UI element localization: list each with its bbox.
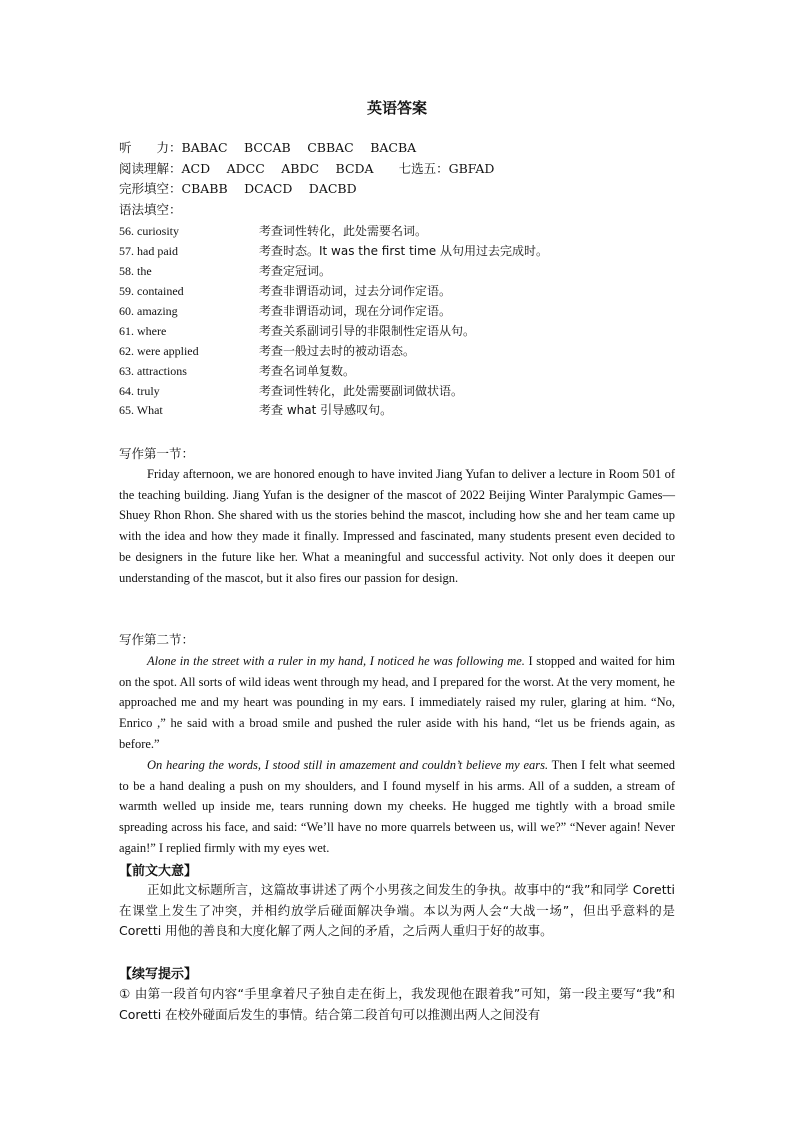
item-number: 64. truly bbox=[119, 384, 160, 398]
cloze-line bbox=[119, 181, 357, 197]
item-number: 61. where bbox=[119, 324, 167, 338]
item-desc: 考查 what 引导感叹句。 bbox=[259, 403, 393, 417]
item-number: 58. the bbox=[119, 264, 152, 278]
grammar-item bbox=[119, 402, 392, 418]
seven-label: 七选五： bbox=[373, 161, 449, 176]
grammar-item bbox=[119, 343, 415, 359]
item-desc: 考查定冠词。 bbox=[259, 264, 332, 278]
item-desc: 考查时态。It was the first time 从句用过去完成时。 bbox=[259, 244, 548, 258]
grammar-item bbox=[119, 363, 355, 379]
writing1-label: 写作第一节： bbox=[119, 446, 195, 461]
paragraph-body: I stopped and waited for him on the spot. All sorts of wild ideas went through my head, and I prepared for the worst. At the very moment, he approached me and my heart was pounding in my ears. I immediately raised my ruler, glaring at him. “No, Enrico ,” he said with a broad smile and pushed the ruler aside with his hand, “let us be friends again, as before.” bbox=[119, 654, 675, 751]
item-number: 57. had paid bbox=[119, 244, 178, 258]
listening-line bbox=[119, 140, 416, 156]
item-desc: 考查关系副词引导的非限制性定语从句。 bbox=[259, 324, 476, 338]
hints-text: ① 由第一段首句内容“手里拿着尺子独自走在街上，我发现他在跟着我”可知，第一段主要写“我”和 Coretti 在校外碰面后发生的事情。结合第二段首句可以推测出两人之间没有 bbox=[119, 986, 675, 1022]
item-desc: 考查词性转化，此处需要名词。 bbox=[259, 224, 428, 238]
cloze-answers: CBABB DCACD DACBD bbox=[181, 181, 357, 196]
page-title: 英语答案 bbox=[366, 99, 427, 117]
grammar-item bbox=[119, 383, 463, 399]
grammar-item bbox=[119, 303, 451, 319]
hints-heading: 【续写提示】 bbox=[119, 967, 198, 982]
item-number: 60. amazing bbox=[119, 304, 178, 318]
seven-answers: GBFAD bbox=[448, 161, 495, 176]
writing2-paragraph-1 bbox=[119, 651, 675, 755]
grammar-item bbox=[119, 243, 548, 259]
listening-answers: BABAC BCCAB CBBAC BACBA bbox=[181, 140, 417, 155]
item-number: 63. attractions bbox=[119, 364, 187, 378]
paragraph-body: Then I felt what seemed to be a hand dealing a push on my shoulders, and I found myself in his arms. All of a sudden, a stream of warmth welled up inside me, tears running down my cheeks. He hugged me tightly with a broad smile spreading across his face, and said: “We’ll have no more quarrels between us, will we?” “Never again! Never again!” I replied firmly with my eyes wet. bbox=[119, 758, 675, 855]
grammar-item bbox=[119, 263, 331, 279]
grammar-label: 语法填空： bbox=[119, 202, 182, 217]
grammar-item bbox=[119, 283, 451, 299]
grammar-item bbox=[119, 323, 475, 339]
item-desc: 考查词性转化，此处需要副词做状语。 bbox=[259, 384, 464, 398]
writing2-paragraph-2 bbox=[119, 755, 675, 859]
item-number: 59. contained bbox=[119, 284, 184, 298]
reading-line bbox=[119, 161, 494, 177]
writing2-label: 写作第二节： bbox=[119, 632, 195, 647]
reading-answers: ACD ADCC ABDC BCDA bbox=[181, 161, 374, 176]
summary-text: 正如此文标题所言，这篇故事讲述了两个小男孩之间发生的争执。故事中的“我”和同学 Coretti 在课堂上发生了冲突，并相约放学后碰面解决争端。本以为两人会“大战一场”，但出乎意料的是 Coretti 用他的善良和大度化解了两人之间的矛盾，之后两人重归于好的故事。 bbox=[119, 882, 675, 939]
cloze-label: 完形填空： bbox=[119, 181, 182, 196]
item-desc: 考查非谓语动词，现在分词作定语。 bbox=[259, 304, 452, 318]
item-number: 56. curiosity bbox=[119, 224, 179, 238]
listening-label: 听 力： bbox=[119, 140, 182, 155]
opening-sentence: On hearing the words, I stood still in amazement and couldn’t believe my ears. bbox=[147, 758, 549, 772]
writing1-text: Friday afternoon, we are honored enough to have invited Jiang Yufan to deliver a lecture in Room 501 of the teaching building. Jiang Yufan is the designer of the mascot of 2022 Beijing Winter Paralympic Games—Shuey Rhon Rhon. She shared with us the stories behind the mascot, including how she and her team came up with the idea and how they made it finally. Impressed and fascinated, many students present even decided to be designers in the future like her. What a meaningful and successful activity. Not only does it deepen our understanding of the mascot, but it also fires our passion for design. bbox=[119, 467, 675, 585]
item-number: 62. were applied bbox=[119, 344, 199, 358]
opening-sentence: Alone in the street with a ruler in my hand, I noticed he was following me. bbox=[147, 654, 525, 668]
item-desc: 考查名词单复数。 bbox=[259, 364, 356, 378]
item-number: 65. What bbox=[119, 403, 163, 417]
grammar-item bbox=[119, 223, 427, 239]
reading-label: 阅读理解： bbox=[119, 161, 182, 176]
summary-heading: 【前文大意】 bbox=[119, 864, 198, 879]
item-desc: 考查非谓语动词，过去分词作定语。 bbox=[259, 284, 452, 298]
item-desc: 考查一般过去时的被动语态。 bbox=[259, 344, 416, 358]
